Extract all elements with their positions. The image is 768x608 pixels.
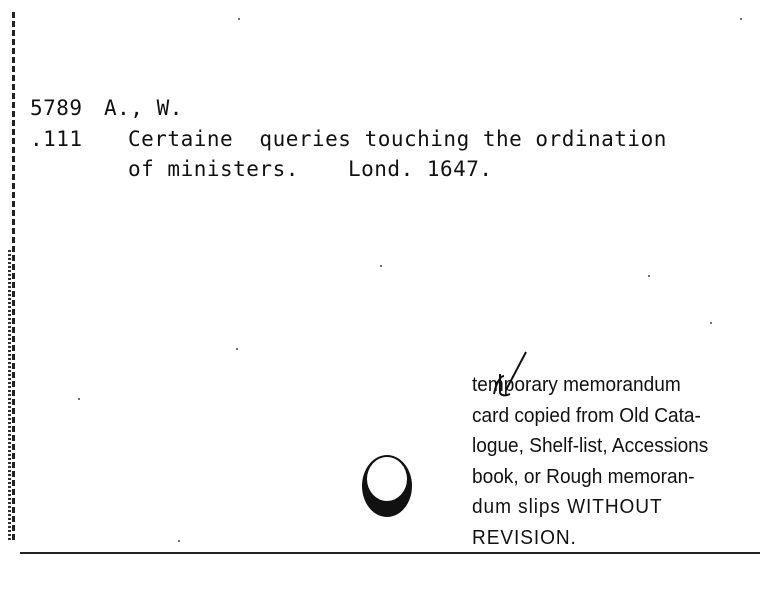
- speck: [648, 275, 650, 277]
- speck: [380, 265, 382, 267]
- speck: [238, 18, 240, 20]
- speck: [236, 348, 238, 350]
- call-number-line2: .111: [30, 127, 83, 151]
- speck: [740, 18, 742, 20]
- stamp-line3: logue, Shelf-list, Accessions: [472, 434, 709, 457]
- stamp-line2: card copied from Old Cata-: [472, 403, 701, 427]
- title-line1: Certaine queries touching the ordination: [128, 127, 667, 151]
- stamp-line4: book, or Rough memoran-: [472, 464, 695, 488]
- punch-hole: [362, 455, 412, 517]
- speck: [178, 540, 180, 542]
- card-bottom-edge: [20, 552, 760, 554]
- speck: [78, 398, 80, 400]
- revision-stamp: [472, 370, 732, 553]
- card-left-edge: [12, 12, 15, 540]
- author-heading: A., W.: [104, 96, 183, 120]
- title-line2: of ministers.: [128, 157, 299, 181]
- stamp-line5: dum slips WITHOUT: [472, 495, 663, 518]
- card-left-edge-scan: [8, 250, 11, 540]
- stamp-line6: REVISION.: [472, 525, 577, 549]
- stamp-line1: temporary memorandum: [472, 373, 681, 396]
- imprint: Lond. 1647.: [348, 157, 493, 181]
- speck: [710, 322, 712, 324]
- call-number-line1: 5789: [30, 96, 83, 120]
